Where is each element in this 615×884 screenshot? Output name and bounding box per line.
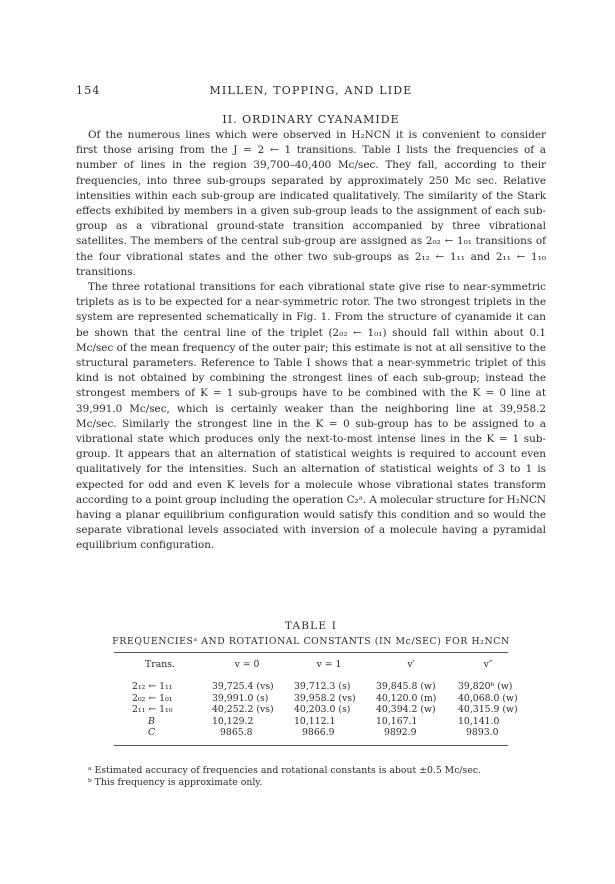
table-cell: 10,141.0 <box>458 715 500 727</box>
table-cell: 2₁₁ ← 1₁₀ <box>132 704 173 715</box>
table-bottom-rule <box>114 745 508 746</box>
table-cell: B <box>148 715 155 727</box>
running-title: MILLEN, TOPPING, AND LIDE <box>209 84 413 97</box>
table-cell: 2₁₂ ← 1₁₁ <box>132 681 173 692</box>
footnote-b: ᵇ This frequency is approximate only. <box>88 777 263 788</box>
header-trans: Trans. <box>145 658 175 670</box>
table-footnotes <box>76 765 546 789</box>
table-cell: 40,252.2 (vs) <box>212 704 274 715</box>
frequency-table <box>114 653 524 745</box>
table-row <box>114 727 524 745</box>
table-caption: FREQUENCIESᵃ AND ROTATIONAL CONSTANTS (IN Mc/SEC) FOR H₂NCN <box>112 636 510 647</box>
table-label: TABLE I <box>284 620 338 632</box>
table-cell: 2₀₂ ← 1₀₁ <box>132 692 173 704</box>
footnote-a: ᵃ Estimated accuracy of frequencies and rotational constants is about ±0.5 Mc/sec. <box>88 765 481 776</box>
page-header <box>76 84 546 100</box>
table-cell: 40,315.9 (w) <box>458 704 518 715</box>
table-cell: 39,845.8 (w) <box>376 681 436 692</box>
table-cell: 9892.9 <box>384 727 417 738</box>
table-header-row <box>114 653 524 675</box>
table-row <box>114 675 524 693</box>
table-row <box>114 704 524 716</box>
table-cell: 39,725.4 (vs) <box>212 681 274 692</box>
table-cell: 39,820ᵇ (w) <box>458 681 513 692</box>
table-cell: C <box>148 727 156 738</box>
section-title: II. ORDINARY CYANAMIDE <box>222 113 400 126</box>
table-cell: 10,129.2 <box>212 715 254 727</box>
paragraph-1: Of the numerous lines which were observed in H₂NCN it is convenient to consider first those arising from the J = 2 ← 1 transitions. Table I lists the frequencies of a number of lines in the region 39,700–40,400 Mc/sec. They fall, according to their frequencies, into three sub-groups separated by approximately 250 Mc sec. Relative intensities within each sub-group are indicated qualitatively. The similarity of the Stark effects exhibited by members in a given sub-group leads to the assignment of each sub-group as a vibrational ground-state transition accompanied by three vibrational satellites. The members of the central sub-group are assigned as 2₀₂ ← 1₀₁ transitions of the four vibrational states and the other two sub-groups as 2₁₂ ← 1₁₁ and 2₁₁ ← 1₁₀ transitions. <box>76 129 546 278</box>
table-cell: 40,203.0 (s) <box>294 704 351 715</box>
table-cell: 9893.0 <box>466 727 499 738</box>
table-cell: 40,068.0 (w) <box>458 692 518 704</box>
table-cell: 9865.8 <box>220 727 253 738</box>
header-v1: v = 1 <box>316 658 342 670</box>
table-1 <box>76 620 546 746</box>
table-cell: 39,712.3 (s) <box>294 681 351 692</box>
table-cell: 9866.9 <box>302 727 335 738</box>
header-v0: v = 0 <box>234 658 260 670</box>
body-text <box>76 128 546 554</box>
table-cell: 40,394.2 (w) <box>376 704 436 715</box>
table-cell: 39,991.0 (s) <box>212 692 269 704</box>
table-cell: 39,958.2 (vs) <box>294 692 356 704</box>
page-number: 154 <box>76 84 101 97</box>
table-row <box>114 716 524 728</box>
header-vprime: v′ <box>407 658 415 670</box>
table-cell: 40,120.0 (m) <box>376 692 437 704</box>
table-row <box>114 693 524 705</box>
table-cell: 10,112.1 <box>294 715 336 727</box>
paragraph-2: The three rotational transitions for each vibrational state give rise to near-symmetric triplets as is to be expected for a near-symmetric rotor. The two strongest triplets in the system are represented schematically in Fig. 1. From the structure of cyanamide it can be shown that the central line of the triplet (2₀₂ ← 1₀₁) should fall within about 0.1 Mc/sec of the mean frequency of the outer pair; this estimate is not at all sensitive to the structural parameters. Reference to Table I shows that a near-symmetric triplet of this kind is not obtained by combining the strongest lines of each sub-group; instead the strongest members of K = 1 sub-groups have to be combined with the K = 0 line at 39,991.0 Mc/sec, which is certainly weaker than the neighboring line at 39,958.2 Mc/sec. Similarly the strongest line in the K = 0 sub-group has to be assigned to a vibrational state which produces only the next-to-most intense lines in the K = 1 sub-group. It appears that an alternation of statistical weights is required to account even qualitatively for the intensities. Such an alternation of statistical weights of 3 to 1 is expected for odd and even K levels for a molecule whose vibrational states transform according to a point group including the operation C₂ᵃ. A molecular structure for H₂NCN having a planar equilibrium configuration would satisfy this condition and so would the separate vibrational levels associated with inversion of a molecule having a pyramidal equilibrium configuration. <box>76 281 547 552</box>
header-vdoubleprime: v″ <box>483 658 493 670</box>
table-cell: 10,167.1 <box>376 715 418 727</box>
